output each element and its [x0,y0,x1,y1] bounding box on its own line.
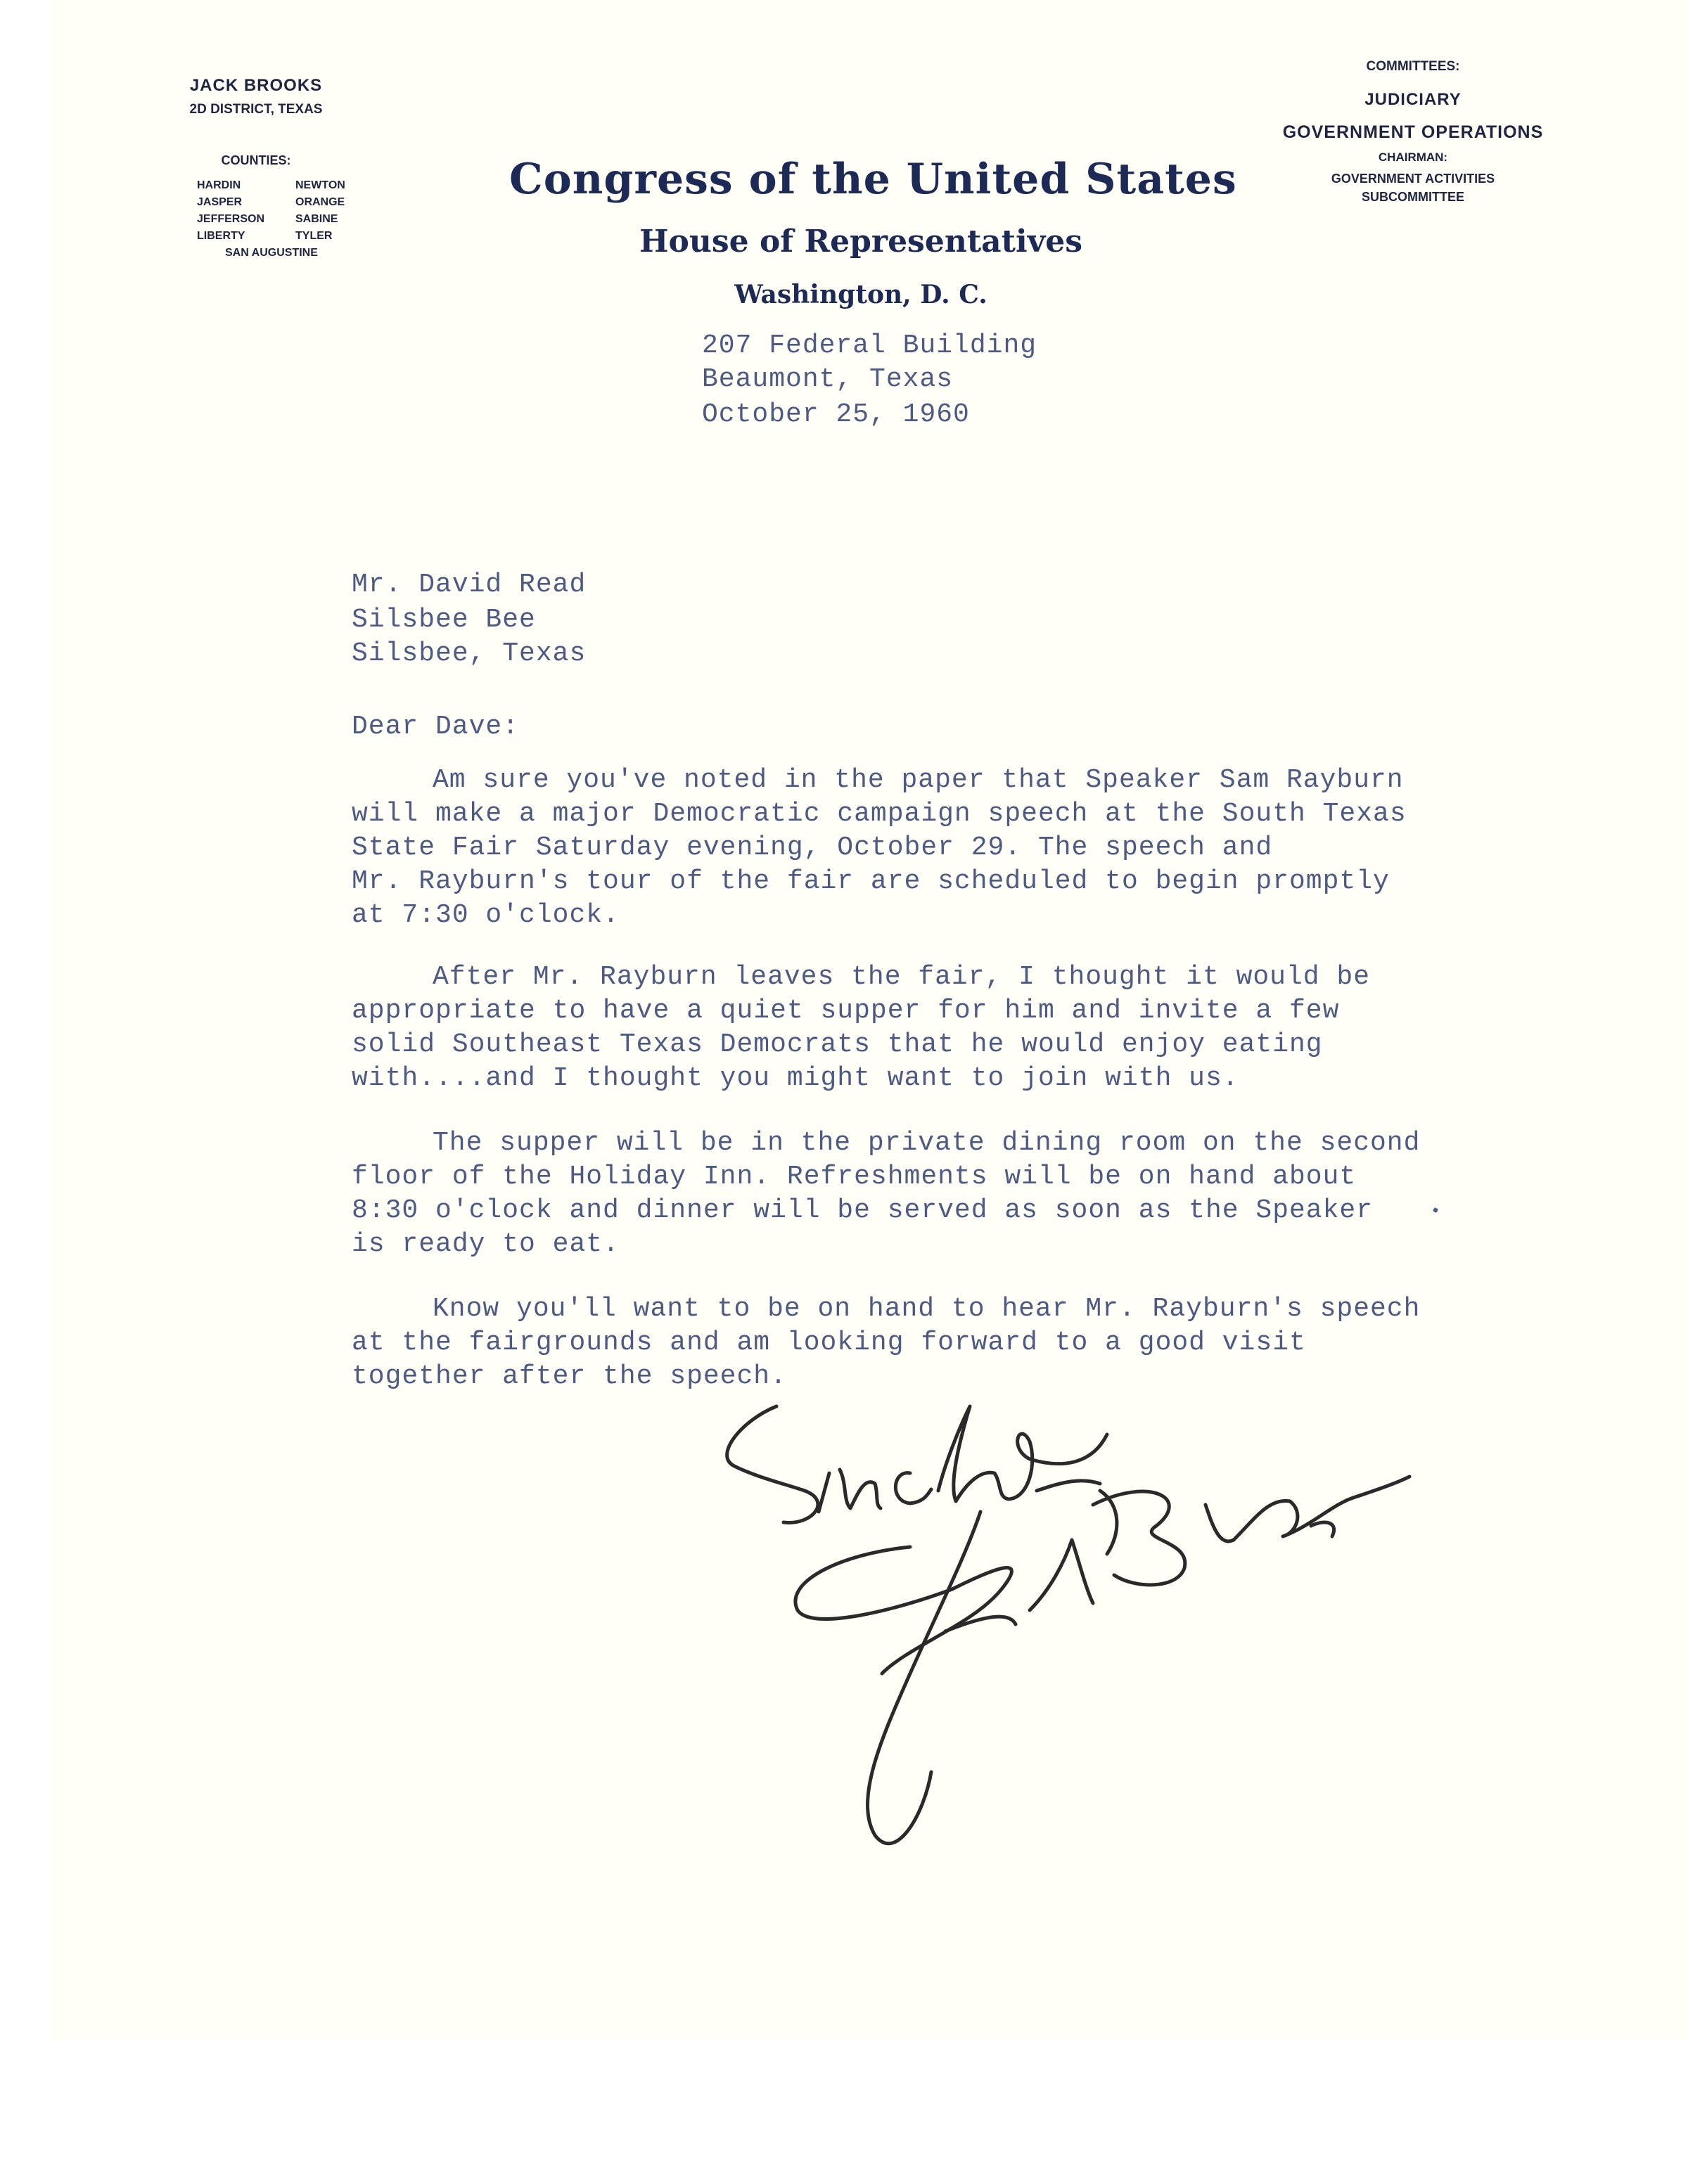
subcommittee-line1: GOVERNMENT ACTIVITIES [1331,172,1495,186]
member-name: JACK BROOKS [189,76,323,95]
county-name: JEFFERSON [197,213,265,225]
paragraph-line: Mr. Rayburn's tour of the fair are scheduled to begin promptly [352,866,1390,897]
congress-heading: Congress of the United States [509,155,1237,204]
letter-page [52,0,1688,2042]
ink-speck [1433,1207,1438,1213]
sender-address-line2: Beaumont, Texas [702,364,954,394]
paragraph-line: solid Southeast Texas Democrats that he would enjoy eating [352,1029,1323,1060]
paragraph-line: appropriate to have a quiet supper for him and invite a few [352,996,1340,1026]
paragraph-line: After Mr. Rayburn leaves the fair, I thought it would be [433,962,1371,992]
recipient-name: Mr. David Read [352,570,587,600]
paragraph-line: floor of the Holiday Inn. Refreshments will be on hand about [352,1162,1357,1192]
county-name: NEWTON [295,179,345,191]
house-heading: House of Representatives [639,224,1083,259]
county-name: HARDIN [197,179,241,191]
county-name: LIBERTY [197,230,245,242]
recipient-city: Silsbee, Texas [352,638,587,669]
city-heading: Washington, D. C. [734,280,987,309]
paragraph-line: together after the speech. [352,1361,787,1392]
paragraph-line: at 7:30 o'clock. [352,900,620,930]
recipient-org: Silsbee Bee [352,605,536,635]
body-paragraph [352,764,1407,932]
committees-title: COMMITTEES: [1366,59,1460,74]
county-name: JASPER [197,196,243,208]
paragraph-line: at the fairgrounds and am looking forward to a good visit [352,1328,1306,1358]
counties-row [197,177,394,194]
paragraph-line: will make a major Democratic campaign speech at the South Texas [352,799,1407,829]
county-name: SABINE [295,213,338,225]
handwritten-signature [699,1378,1445,1884]
county-name: ORANGE [295,196,345,208]
committee-government-operations: GOVERNMENT OPERATIONS [1282,122,1544,142]
counties-row [197,228,394,245]
paragraph-line: with....and I thought you might want to join with us. [352,1063,1239,1093]
counties-row [197,194,394,211]
chairman-label: CHAIRMAN: [1378,150,1448,164]
paragraph-line: State Fair Saturday evening, October 29. The speech and [352,833,1273,863]
body-paragraph [352,1126,1420,1261]
counties-title: COUNTIES: [221,153,291,167]
county-name: TYLER [295,230,333,242]
paragraph-line: Know you'll want to be on hand to hear Mr. Rayburn's speech [433,1294,1421,1324]
district: 2D DISTRICT, TEXAS [189,102,323,117]
paragraph-line: The supper will be in the private dining room on the second [433,1128,1421,1158]
committee-judiciary: JUDICIARY [1364,90,1462,109]
subcommittee-line2: SUBCOMMITTEE [1362,190,1464,204]
paragraph-line: is ready to eat. [352,1229,620,1259]
counties-row [197,211,394,228]
paragraph-line: 8:30 o'clock and dinner will be served as soon as the Speaker [352,1195,1374,1226]
county-name: SAN AUGUSTINE [225,247,318,259]
counties-list [197,177,394,262]
body-paragraph [352,961,1370,1096]
salutation: Dear Dave: [352,712,520,742]
paragraph-line: Am sure you've noted in the paper that Speaker Sam Rayburn [433,765,1404,795]
sender-address-line1: 207 Federal Building [702,330,1037,361]
letter-date: October 25, 1960 [702,399,970,430]
